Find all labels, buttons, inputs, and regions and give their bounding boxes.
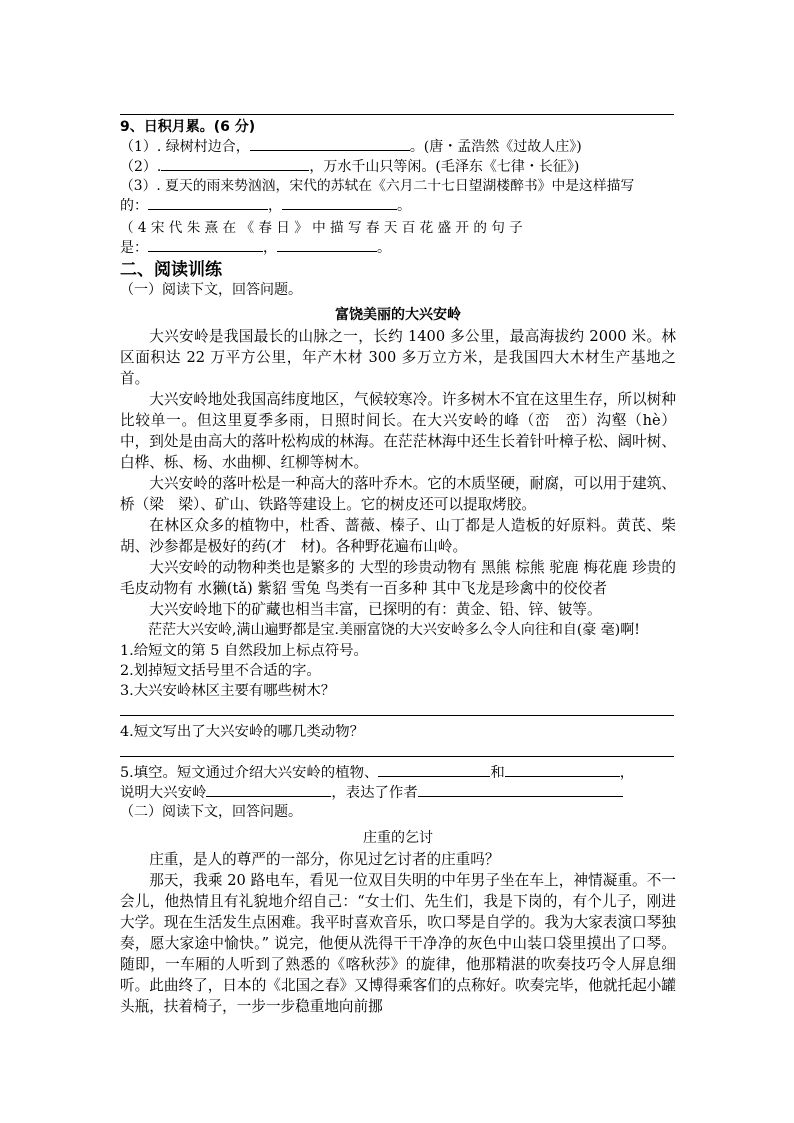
q9-item-4-blank-a[interactable] [148,238,263,252]
part1-paragraph-5: 大兴安岭的动物种类也是繁多的 大型的珍贵动物有 黑熊 棕熊 驼鹿 梅花鹿 珍贵的毛皮动物有 水獭(tǎ) 紫貂 雪兔 鸟类有一百多种 其中飞龙是珍禽中的佼佼者 [120,559,676,597]
q9-item-1-suffix: 。(唐・孟浩然《过故人庄》) [409,139,582,155]
question-4-answer-line[interactable] [120,756,674,757]
question-1: 1.给短文的第 5 自然段加上标点符号。 [120,643,368,659]
q9-item-3-blank-b[interactable] [282,196,397,210]
q9-item-3-blank-a[interactable] [148,196,268,210]
q9-item-4-end: 。 [377,240,391,256]
question-5-blank-a[interactable] [378,763,490,777]
part1-paragraph-3: 大兴安岭的落叶松是一种高大的落叶乔木。它的木质坚硬，耐腐，可以用于建筑、桥（梁 梁）、矿山、铁路等建设上。它的树皮还可以提取烤胶。 [120,475,676,513]
part2-title: 庄重的乞讨 [363,830,433,846]
q9-item-3: （3）. 夏天的雨来势汹汹，宋代的苏轼在《六月二十七日望湖楼醉书》中是这样描写 [120,178,635,194]
part1-paragraph-6: 大兴安岭地下的矿藏也相当丰富，已探明的有：黄金、铅、锌、铍等。 [149,601,602,618]
question-5-line-2 [120,783,676,803]
question-5-line-1 [120,763,676,783]
top-rule [120,114,674,115]
part1-paragraph-7: 茫茫大兴安岭,满山遍野都是宝.美丽富饶的大兴安岭多么令人向往和自(豪 毫)啊! [148,622,640,638]
question-4: 4.短文写出了大兴安岭的哪几类动物？ [120,724,364,740]
part1-paragraph-2: 大兴安岭地处我国高纬度地区，气候较寒冷。许多树木不宜在这里生存，所以树种比较单一。但这里夏季多雨，日照时间长。在大兴安岭的峰（峦 峦）沟壑（hè）中，到处是由高大的落叶松构成的林海。在茫茫林海中还生长着针叶樟子松、阔叶树、白桦、栎、杨、水曲柳、红柳等树木。 [120,391,676,471]
q9-title: 9、日积月累。(6 分) [120,119,256,135]
q9-item-4-blank-b[interactable] [277,238,377,252]
question-3: 3.大兴安岭林区主要有哪些树木？ [120,683,336,699]
q9-item-4-label: 是： [120,240,148,256]
question-2: 2.划掉短文括号里不合适的字。 [120,663,321,679]
question-5-blank-c[interactable] [206,783,331,797]
part2-intro: （二）阅读下文，回答问题。 [120,804,302,820]
q9-item-4: （ 4 宋 代 朱 熹 在 《 春 日 》 中 描 写 春 天 百 花 盛 开 的 句 子 [120,220,523,236]
part1-intro: （一）阅读下文，回答问题。 [120,282,302,298]
q9-item-3-blanks [120,196,676,216]
question-5-express: ，表达了作者 [331,785,418,801]
question-5-comma: ， [619,765,635,781]
question-5-and: 和 [490,765,505,781]
q9-item-1-blank[interactable] [250,137,410,151]
question-3-answer-line[interactable] [120,715,674,716]
worksheet-page [120,96,676,1017]
question-5-prefix: 5.填空。短文通过介绍大兴安岭的植物、 [120,765,379,781]
section-heading: 二、阅读训练 [120,260,222,280]
part1-paragraph-1: 大兴安岭是我国最长的山脉之一，长约 1400 多公里，最高海拔约 2000 米。林区面积达 22 万平方公里，年产木材 300 多万立方米，是我国四大木材生产基地之首。 [120,328,676,387]
q9-item-2-blank[interactable] [161,157,309,171]
part2-paragraph-2: 那天，我乘 20 路电车，看见一位双目失明的中年男子坐在车上，神情凝重。不一会儿，他热情且有礼貌地介绍自己：“女士们、先生们，我是下岗的，有个儿子，刚进大学。现在生活发生点困难。我平时喜欢音乐，吹口琴是自学的。我为大家表演口琴独奏，愿大家途中愉快。” 说完，他便从洗得干干净净的灰色中山装口袋里摸出了口琴。随即，一车厢的人听到了熟悉的《喀秋莎》的旋律，他那精湛的吹奏技巧令人屏息细听。此曲终了，日本的《北国之春》又博得乘客们的点称好。吹奏完毕，他就托起小罐头瓶，扶着椅子，一步一步稳重地向前挪 [120,872,676,1015]
part1-paragraph-4: 在林区众多的植物中，杜香、蔷薇、榛子、山丁都是人造板的好原料。黄芪、柴胡、沙参都是极好的药(才 材)。各种野花遍布山岭。 [120,517,676,555]
q9-item-1 [120,137,676,157]
part1-title: 富饶美丽的大兴安岭 [335,307,461,323]
q9-item-3-end: 。 [397,198,411,214]
part2-paragraph-1: 庄重，是人的尊严的一部分，你见过乞讨者的庄重吗？ [149,851,500,868]
q9-item-3-label: 的： [120,198,148,214]
q9-item-4-sep: ， [263,240,277,256]
q9-item-4-blanks [120,238,676,258]
q9-item-1-prefix: （1）. 绿树村边合， [120,139,250,155]
q9-item-2-prefix: （2）. [120,159,162,175]
question-5-blank-b[interactable] [505,763,620,777]
q9-item-2-suffix: ，万水千山只等闲。(毛泽东《七律・长征》) [309,159,580,175]
q9-item-2 [120,157,676,177]
q9-item-3-sep: ， [268,198,282,214]
question-5-blank-d[interactable] [418,783,623,797]
question-5-explain: 说明大兴安岭 [120,785,207,801]
